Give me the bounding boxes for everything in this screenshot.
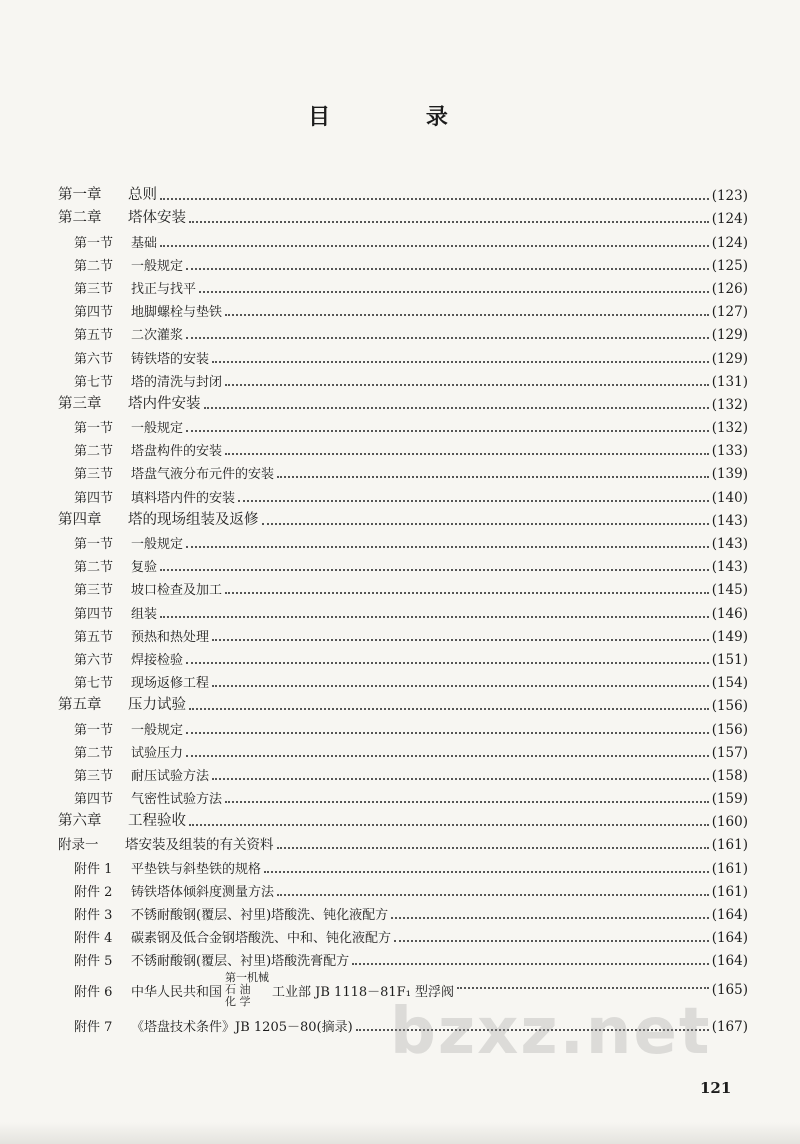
toc-entry-page: (140) xyxy=(711,489,748,506)
dot-leader xyxy=(277,847,709,849)
toc-entry-number: 第二节 xyxy=(74,444,114,460)
toc-entry[interactable] xyxy=(58,181,748,204)
toc-entry-label: 不锈耐酸钢(覆层、衬里)塔酸洗膏配方 xyxy=(131,954,350,970)
toc-entry-page: (164) xyxy=(711,907,748,923)
toc-entry-page: (129) xyxy=(711,350,748,367)
toc-entry-number: 第一节 xyxy=(74,722,114,738)
toc-entry[interactable] xyxy=(58,482,748,505)
ministry-stack-bottom: 化 学 xyxy=(225,995,251,1009)
dot-leader xyxy=(160,245,709,247)
dot-leader xyxy=(225,801,709,803)
toc-entry[interactable] xyxy=(58,691,748,714)
toc-entry-number: 第四节 xyxy=(74,606,114,622)
toc-entry-page: (145) xyxy=(711,582,748,599)
toc-entry-label: 气密性试验方法 xyxy=(131,792,223,808)
toc-entry-label: 塔内件安装 xyxy=(128,395,201,412)
toc-entry-page: (161) xyxy=(711,837,748,854)
toc-entry[interactable] xyxy=(58,900,748,923)
toc-entry-label-part: 中华人民共和国 xyxy=(131,984,223,1000)
toc-entry-page: (143) xyxy=(711,559,748,576)
toc-entry-label: 焊接检验 xyxy=(131,652,184,668)
toc-entry-number: 第五章 xyxy=(58,697,102,714)
toc-entry-page: (160) xyxy=(711,814,748,831)
toc-entry-label: 二次灌浆 xyxy=(131,328,184,344)
toc-entry-number: 第五节 xyxy=(74,328,114,344)
toc-entry-page: (149) xyxy=(711,628,748,645)
toc-entry[interactable] xyxy=(58,946,748,969)
toc-entry-number: 第一节 xyxy=(74,235,114,251)
toc-entry-label: 现场返修工程 xyxy=(131,676,210,692)
toc-entry-label: 总则 xyxy=(128,187,157,204)
toc-entry-number: 第六节 xyxy=(74,351,114,367)
dot-leader xyxy=(277,894,709,896)
toc-entry-page: (132) xyxy=(711,420,748,437)
dot-leader xyxy=(277,476,709,478)
toc-entry-number: 附件 1 xyxy=(74,861,113,877)
toc-entry-label: 一般规定 xyxy=(131,258,184,274)
dot-leader xyxy=(457,987,709,989)
toc-entry-page: (127) xyxy=(711,304,748,321)
toc-entry-number: 第三节 xyxy=(74,768,114,784)
toc-entry[interactable] xyxy=(58,552,748,575)
toc-entry[interactable] xyxy=(58,436,748,459)
toc-entry[interactable] xyxy=(58,390,748,413)
toc-entry-label: 塔盘构件的安装 xyxy=(131,444,223,460)
toc-entry-number: 附件 6 xyxy=(74,984,113,1000)
toc-entry-label: 试验压力 xyxy=(131,745,184,761)
toc-entry-number: 第四章 xyxy=(58,511,102,528)
dot-leader xyxy=(186,268,709,270)
toc-entry[interactable] xyxy=(58,413,748,436)
toc-entry-number: 第二章 xyxy=(58,210,102,227)
ministry-stack xyxy=(225,972,269,1008)
dot-leader xyxy=(212,639,709,641)
dot-leader xyxy=(186,732,709,734)
toc-entry-label: 碳素钢及低合金钢塔酸洗、中和、钝化液配方 xyxy=(131,931,392,947)
toc-entry-label: 塔盘气液分布元件的安装 xyxy=(131,467,275,483)
toc-entry-label: 组装 xyxy=(131,606,158,622)
toc-entry-number: 第一章 xyxy=(58,187,102,204)
toc-entry-page: (133) xyxy=(711,443,748,460)
dot-leader xyxy=(262,523,709,525)
toc-entry[interactable] xyxy=(58,738,748,761)
toc-entry-page: (131) xyxy=(711,373,748,390)
toc-entry-page: (159) xyxy=(711,791,748,808)
toc-entry-label: 坡口检查及加工 xyxy=(131,583,223,599)
toc-entry-number: 第四节 xyxy=(74,490,114,506)
toc-entry[interactable] xyxy=(58,575,748,598)
toc-entry-number: 第四节 xyxy=(74,305,114,321)
toc-entry-number: 第一节 xyxy=(74,537,114,552)
toc-entry[interactable] xyxy=(58,343,748,366)
toc-entry-label: 复验 xyxy=(131,560,158,576)
toc-entry[interactable] xyxy=(58,807,748,830)
dot-leader xyxy=(225,453,709,455)
toc-entry-number: 第三节 xyxy=(74,467,114,483)
toc-entry-number: 第三节 xyxy=(74,583,114,599)
dot-leader xyxy=(264,871,709,873)
toc-entry-page: (156) xyxy=(711,721,748,738)
dot-leader xyxy=(352,963,709,965)
toc-entry-label: 平垫铁与斜垫铁的规格 xyxy=(131,861,262,877)
toc-entry-number: 第六章 xyxy=(58,813,102,830)
dot-leader xyxy=(189,824,709,826)
dot-leader xyxy=(160,569,709,571)
toc-entry-page: (157) xyxy=(711,744,748,761)
toc-entry[interactable] xyxy=(58,668,748,691)
toc-entry-number: 第七节 xyxy=(74,676,114,692)
toc-entry[interactable] xyxy=(58,297,748,320)
toc-entry-label: 工程验收 xyxy=(128,813,186,830)
toc-entry-page: (129) xyxy=(711,327,748,344)
toc-entry[interactable] xyxy=(58,320,748,343)
dot-leader xyxy=(186,337,709,339)
dot-leader xyxy=(186,430,709,432)
toc-entry-page: (124) xyxy=(711,211,748,228)
toc-entry[interactable] xyxy=(58,367,748,390)
dot-leader xyxy=(160,616,709,618)
toc-entry-label-part: 工业部 JB 1118－81F₁ 型浮阀 xyxy=(272,984,455,1000)
toc-entry[interactable] xyxy=(58,274,748,297)
toc-entry-number: 附件 7 xyxy=(74,1019,113,1035)
toc-entry[interactable] xyxy=(58,830,748,853)
toc-entry-label: 塔的现场组装及返修 xyxy=(128,511,259,528)
toc-entry-label: 找正与找平 xyxy=(131,281,197,297)
dot-leader xyxy=(391,917,709,919)
toc-entry-page: (165) xyxy=(711,982,748,999)
toc-entry-label: 不锈耐酸钢(覆层、衬里)塔酸洗、钝化液配方 xyxy=(131,908,389,923)
toc-entry-number: 附录一 xyxy=(58,837,99,854)
toc-entry-page: (158) xyxy=(711,767,748,784)
toc-entry-page: (125) xyxy=(711,257,748,274)
toc-list xyxy=(58,181,748,969)
toc-entry[interactable] xyxy=(58,853,748,876)
dot-leader xyxy=(189,221,709,223)
dot-leader xyxy=(160,198,709,200)
dot-leader xyxy=(204,407,709,409)
dot-leader xyxy=(199,291,709,293)
toc-entry-page: (164) xyxy=(711,930,748,947)
toc-entry-page: (161) xyxy=(711,883,748,900)
dot-leader xyxy=(238,500,709,502)
toc-entry-page: (151) xyxy=(711,651,748,668)
toc-entry[interactable] xyxy=(58,923,748,946)
page-title: 目 录 xyxy=(308,104,492,130)
toc-entry-page: (154) xyxy=(711,675,748,692)
toc-entry-number: 第四节 xyxy=(74,792,114,808)
page-number: 121 xyxy=(700,1079,732,1097)
dot-leader xyxy=(186,755,709,757)
toc-entry-label: 耐压试验方法 xyxy=(131,768,210,784)
dot-leader xyxy=(212,685,709,687)
toc-entry[interactable] xyxy=(58,506,748,529)
toc-entry[interactable] xyxy=(58,529,748,552)
watermark: bzxz.net xyxy=(390,995,712,1069)
toc-entry[interactable] xyxy=(58,227,748,250)
toc-entry[interactable] xyxy=(58,622,748,645)
toc-entry-number: 第六节 xyxy=(74,652,114,668)
toc-entry-label: 塔的清洗与封闭 xyxy=(131,374,223,390)
toc-entry-page: (164) xyxy=(711,953,748,970)
toc-entry-page: (124) xyxy=(711,234,748,251)
dot-leader xyxy=(394,940,709,942)
toc-entry-label: 一般规定 xyxy=(131,537,184,552)
toc-entry-label: 压力试验 xyxy=(128,697,186,714)
toc-entry-label: 基础 xyxy=(131,235,158,251)
ministry-stack-top: 第一机械 xyxy=(225,971,270,985)
toc-entry-page: (143) xyxy=(711,536,748,552)
toc-entry-number: 第二节 xyxy=(74,258,114,274)
toc-entry-page: (143) xyxy=(711,512,748,529)
toc-entry-label: 预热和热处理 xyxy=(131,629,210,645)
toc-entry-number: 附件 4 xyxy=(74,931,113,947)
dot-leader xyxy=(186,662,709,664)
dot-leader xyxy=(225,592,709,594)
toc-entry[interactable] xyxy=(58,761,748,784)
page-bottom-edge xyxy=(0,1122,800,1144)
dot-leader xyxy=(225,314,709,316)
ministry-stack-mid: 石 油 xyxy=(225,983,251,997)
toc-entry-label: 一般规定 xyxy=(131,421,184,437)
toc-entry[interactable] xyxy=(58,598,748,621)
dot-leader xyxy=(212,778,709,780)
toc-entry[interactable] xyxy=(58,459,748,482)
dot-leader xyxy=(225,384,709,386)
table-of-contents xyxy=(58,181,748,1035)
toc-entry-page: (132) xyxy=(711,396,748,413)
toc-entry[interactable] xyxy=(58,714,748,737)
toc-entry-number: 第七节 xyxy=(74,374,114,390)
toc-entry-number: 第二节 xyxy=(74,745,114,761)
toc-entry-label: 一般规定 xyxy=(131,722,184,738)
toc-entry-number: 附件 2 xyxy=(74,884,113,900)
toc-entry[interactable] xyxy=(58,251,748,274)
toc-entry-label: 《塔盘技术条件》JB 1205－80(摘录) xyxy=(131,1019,353,1035)
toc-entry-number: 第三节 xyxy=(74,281,114,297)
toc-entry-page: (123) xyxy=(711,188,748,205)
toc-entry-number: 附件 5 xyxy=(74,954,113,970)
toc-entry-page: (156) xyxy=(711,698,748,715)
toc-entry-label: 铸铁塔体倾斜度测量方法 xyxy=(131,884,275,900)
toc-entry-page: (146) xyxy=(711,605,748,622)
toc-entry-label: 塔体安装 xyxy=(128,210,186,227)
toc-entry-label: 铸铁塔的安装 xyxy=(131,351,210,367)
toc-entry[interactable] xyxy=(58,877,748,900)
toc-entry-label: 地脚螺栓与垫铁 xyxy=(131,305,223,321)
toc-entry-number: 附件 3 xyxy=(74,908,113,923)
toc-entry-label: 填料塔内件的安装 xyxy=(131,490,236,506)
toc-entry[interactable] xyxy=(58,645,748,668)
toc-entry[interactable] xyxy=(58,784,748,807)
dot-leader xyxy=(189,708,709,710)
toc-entry-number: 第一节 xyxy=(74,421,114,437)
toc-entry[interactable] xyxy=(58,204,748,227)
toc-entry-label: 塔安装及组装的有关资料 xyxy=(125,837,274,854)
toc-entry-number: 第三章 xyxy=(58,395,102,412)
dot-leader xyxy=(186,546,709,548)
toc-entry-number: 第五节 xyxy=(74,629,114,645)
dot-leader xyxy=(212,361,709,363)
toc-entry-page: (167) xyxy=(711,1018,748,1035)
toc-entry-number: 第二节 xyxy=(74,560,114,576)
toc-entry-page: (139) xyxy=(711,466,748,483)
toc-entry-page: (126) xyxy=(711,280,748,297)
toc-entry-page: (161) xyxy=(711,860,748,877)
